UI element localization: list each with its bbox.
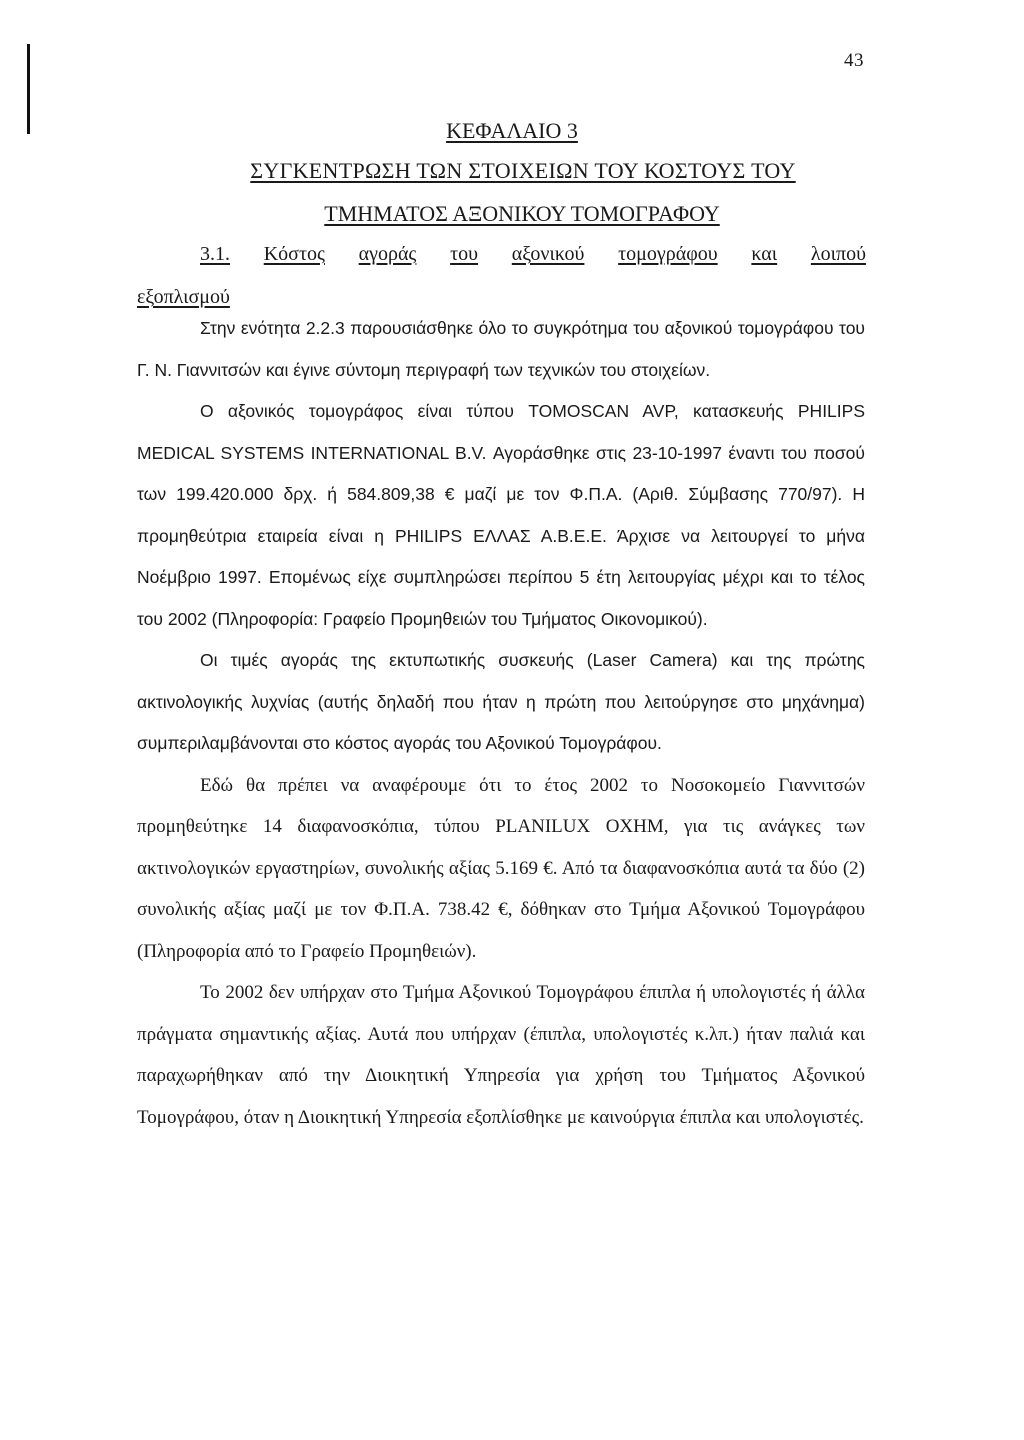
paragraph-furniture: Το 2002 δεν υπήρχαν στο Τμήμα Αξονικού Τομογράφου έπιπλα ή υπολογιστές ή άλλα πράγματα σημαντικής αξίας. Αυτά που υπήρχαν (έπιπλα, υπολογιστές κ.λπ.) ήταν παλιά και παραχωρήθηκαν από την Διοικητική Υπηρεσία για χρήση του Τμήματος Αξονικού Τομογράφου, όταν η Διοικητική Υπηρεσία εξοπλίσθηκε με καινούργια έπιπλα και υπολογιστές. [137, 982, 865, 1128]
section-heading-word: λοιπού [810, 243, 866, 265]
section-heading-word: αξονικού [511, 243, 585, 265]
section-heading-word: του [450, 243, 479, 265]
section-heading-word: αγοράς [358, 243, 417, 265]
page-number: 43 [844, 50, 864, 71]
chapter-title-line-2: ΤΜΗΜΑΤΟΣ ΑΞΟΝΙΚΟΥ ΤΟΜΟΓΡΑΦΟΥ [324, 201, 720, 226]
paragraph-scanner-details: Ο αξονικός τομογράφος είναι τύπου TOMOSCAN AVP, κατασκευής PHILIPS MEDICAL SYSTEMS INTERNATIONAL B.V. Αγοράσθηκε στις 23-10-1997 έναντι του ποσού των 199.420.000 δρχ. ή 584.809,38 € μαζί με τον Φ.Π.Α. (Αριθ. Σύμβασης 770/97). Η προμηθεύτρια εταιρεία είναι η PHILIPS ΕΛΛΑΣ Α.Β.Ε.Ε. Άρχισε να λειτουργεί το μήνα Νοέμβριο 1997. Επομένως είχε συμπληρώσει περίπου 5 έτη λειτουργίας μέχρι και το τέλος του 2002 (Πληροφορία: Γραφείο Προμηθειών του Τμήματος Οικονομικού). [137, 401, 865, 629]
chapter-title-line-1: ΣΥΓΚΕΝΤΡΩΣΗ ΤΩΝ ΣΤΟΙΧΕΙΩΝ ΤΟΥ ΚΟΣΤΟΥΣ ΤΟΥ [250, 158, 796, 183]
chapter-label: ΚΕΦΑΛΑΙΟ 3 [446, 118, 578, 143]
section-heading-word: Κόστος [263, 243, 325, 265]
paragraph-laser-camera: Οι τιμές αγοράς της εκτυπωτικής συσκευής (Laser Camera) και της πρώτης ακτινολογικής λυχνίας (αυτής δηλαδή που ήταν η πρώτη που λειτούργησε στο μηχάνημα) συμπεριλαμβάνονται στο κόστος αγοράς του Αξονικού Τομογράφου. [137, 650, 865, 753]
section-heading [200, 243, 866, 266]
paragraph-intro: Στην ενότητα 2.2.3 παρουσιάσθηκε όλο το συγκρότημα του αξονικού τομογράφου του Γ. Ν. Γιαννιτσών και έγινε σύντομη περιγραφή των τεχνικών του στοιχείων. [137, 318, 865, 380]
section-heading-word: και [751, 243, 778, 265]
section-heading-word: τομογράφου [618, 243, 718, 265]
section-heading-continuation: εξοπλισμού [137, 286, 230, 308]
section-heading-word: 3.1. [200, 243, 230, 265]
body-text [137, 308, 865, 1138]
paragraph-viewboxes: Εδώ θα πρέπει να αναφέρουμε ότι το έτος 2002 το Νοσοκομείο Γιαννιτσών προμηθεύτηκε 14 διαφανοσκόπια, τύπου PLANILUX OXHM, για τις ανάγκες των ακτινολογικών εργαστηρίων, συνολικής αξίας 5.169 €. Από τα διαφανοσκόπια αυτά τα δύο (2) συνολικής αξίας μαζί με τον Φ.Π.Α. 738.42 €, δόθηκαν στο Τμήμα Αξονικού Τομογράφου (Πληροφορία από το Γραφείο Προμηθειών). [137, 774, 865, 962]
